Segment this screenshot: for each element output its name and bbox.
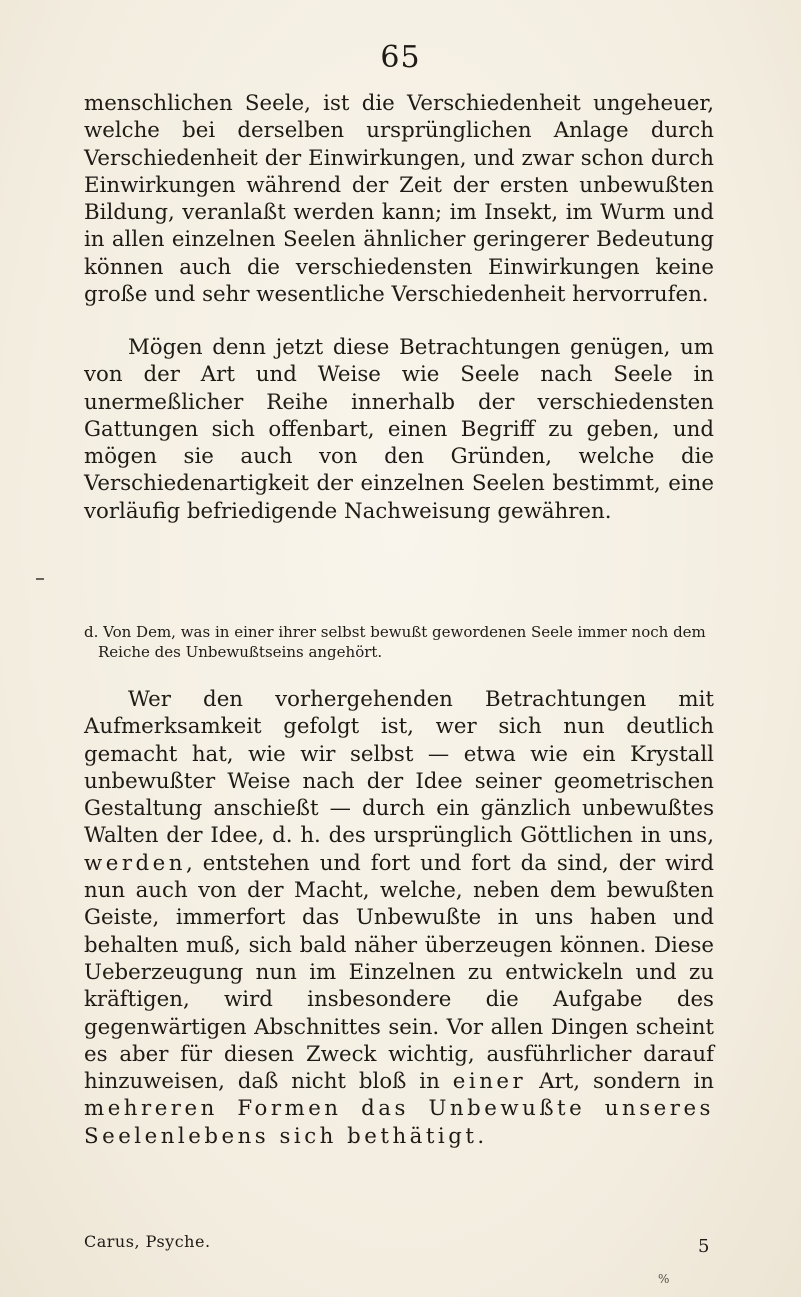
bottom-mark: % bbox=[658, 1272, 670, 1286]
margin-mark bbox=[36, 578, 44, 580]
paragraph-3-text-a: Wer den vorhergehenden Betrachtungen mit Aufmerksamkeit gefolgt ist, wer sich nun deutlich gemacht hat, wie wir selbst — etwa wie ein Krystall unbewußter Weise nach der Idee seiner geometrischen Gestaltung anschießt — durch ein gänzlich unbewußtes Walten der Idee, d. h. des ursprünglich Göttlichen in uns, bbox=[84, 687, 714, 849]
emphasis-einer: einer bbox=[452, 1069, 527, 1095]
section-heading: d. Von Dem, was in einer ihrer selbst bewußt gewordenen Seele immer noch dem Reiche des Unbewußtseins angehört. bbox=[84, 623, 706, 661]
paragraph-1: menschlichen Seele, ist die Verschiedenheit ungeheuer, welche bei derselben ursprünglichen Anlage durch Verschiedenheit der Einwirkungen, und zwar schon durch Einwirkungen während der Zeit der ersten unbewußten Bildung, veranlaßt werden kann; im Insekt, im Wurm und in allen einzelnen Seelen ähnlicher geringerer Bedeutung können auch die verschiedensten Einwirkungen keine große und sehr wesentliche Verschiedenheit hervorrufen. bbox=[84, 91, 714, 308]
emphasis-mehreren-formen: mehreren Formen das Unbewußte unseres Seelenlebens sich bethätigt. bbox=[84, 1096, 714, 1149]
paragraph-3-text-c: Art, sondern in bbox=[539, 1069, 715, 1095]
paragraph-2: Mögen denn jetzt diese Betrachtungen genügen, um von der Art und Weise wie Seele nach Seele in unermeßlicher Reihe innerhalb der verschiedensten Gattungen sich offenbart, einen Begriff zu geben, und mögen sie auch von den Gründen, welche die Verschiedenartigkeit der einzelnen Seelen bestimmt, eine vorläufig befriedigende Nachweisung gewähren. bbox=[84, 335, 714, 524]
printer-signature: Carus, Psyche. bbox=[84, 1232, 211, 1251]
paragraph-3-text-b: , entstehen und fort und fort da sind, der wird nun auch von der Macht, welche, neben dem bewußten Geiste, immerfort das Unbewußte in uns haben und behalten muß, sich bald näher überzeugen können. Diese Ueberzeugung nun im Einzelnen zu entwickeln und zu kräftigen, wird insbesondere die Aufgabe des gegenwärtigen Abschnittes sein. Vor allen Dingen scheint es aber für diesen Zweck wichtig, ausführlicher darauf hinzuweisen, daß nicht bloß in bbox=[84, 850, 714, 1095]
paragraph-3 bbox=[84, 686, 714, 1150]
sheet-number: 5 bbox=[698, 1236, 710, 1257]
page-number: 65 bbox=[380, 40, 421, 75]
emphasis-werden: werden bbox=[84, 850, 186, 876]
